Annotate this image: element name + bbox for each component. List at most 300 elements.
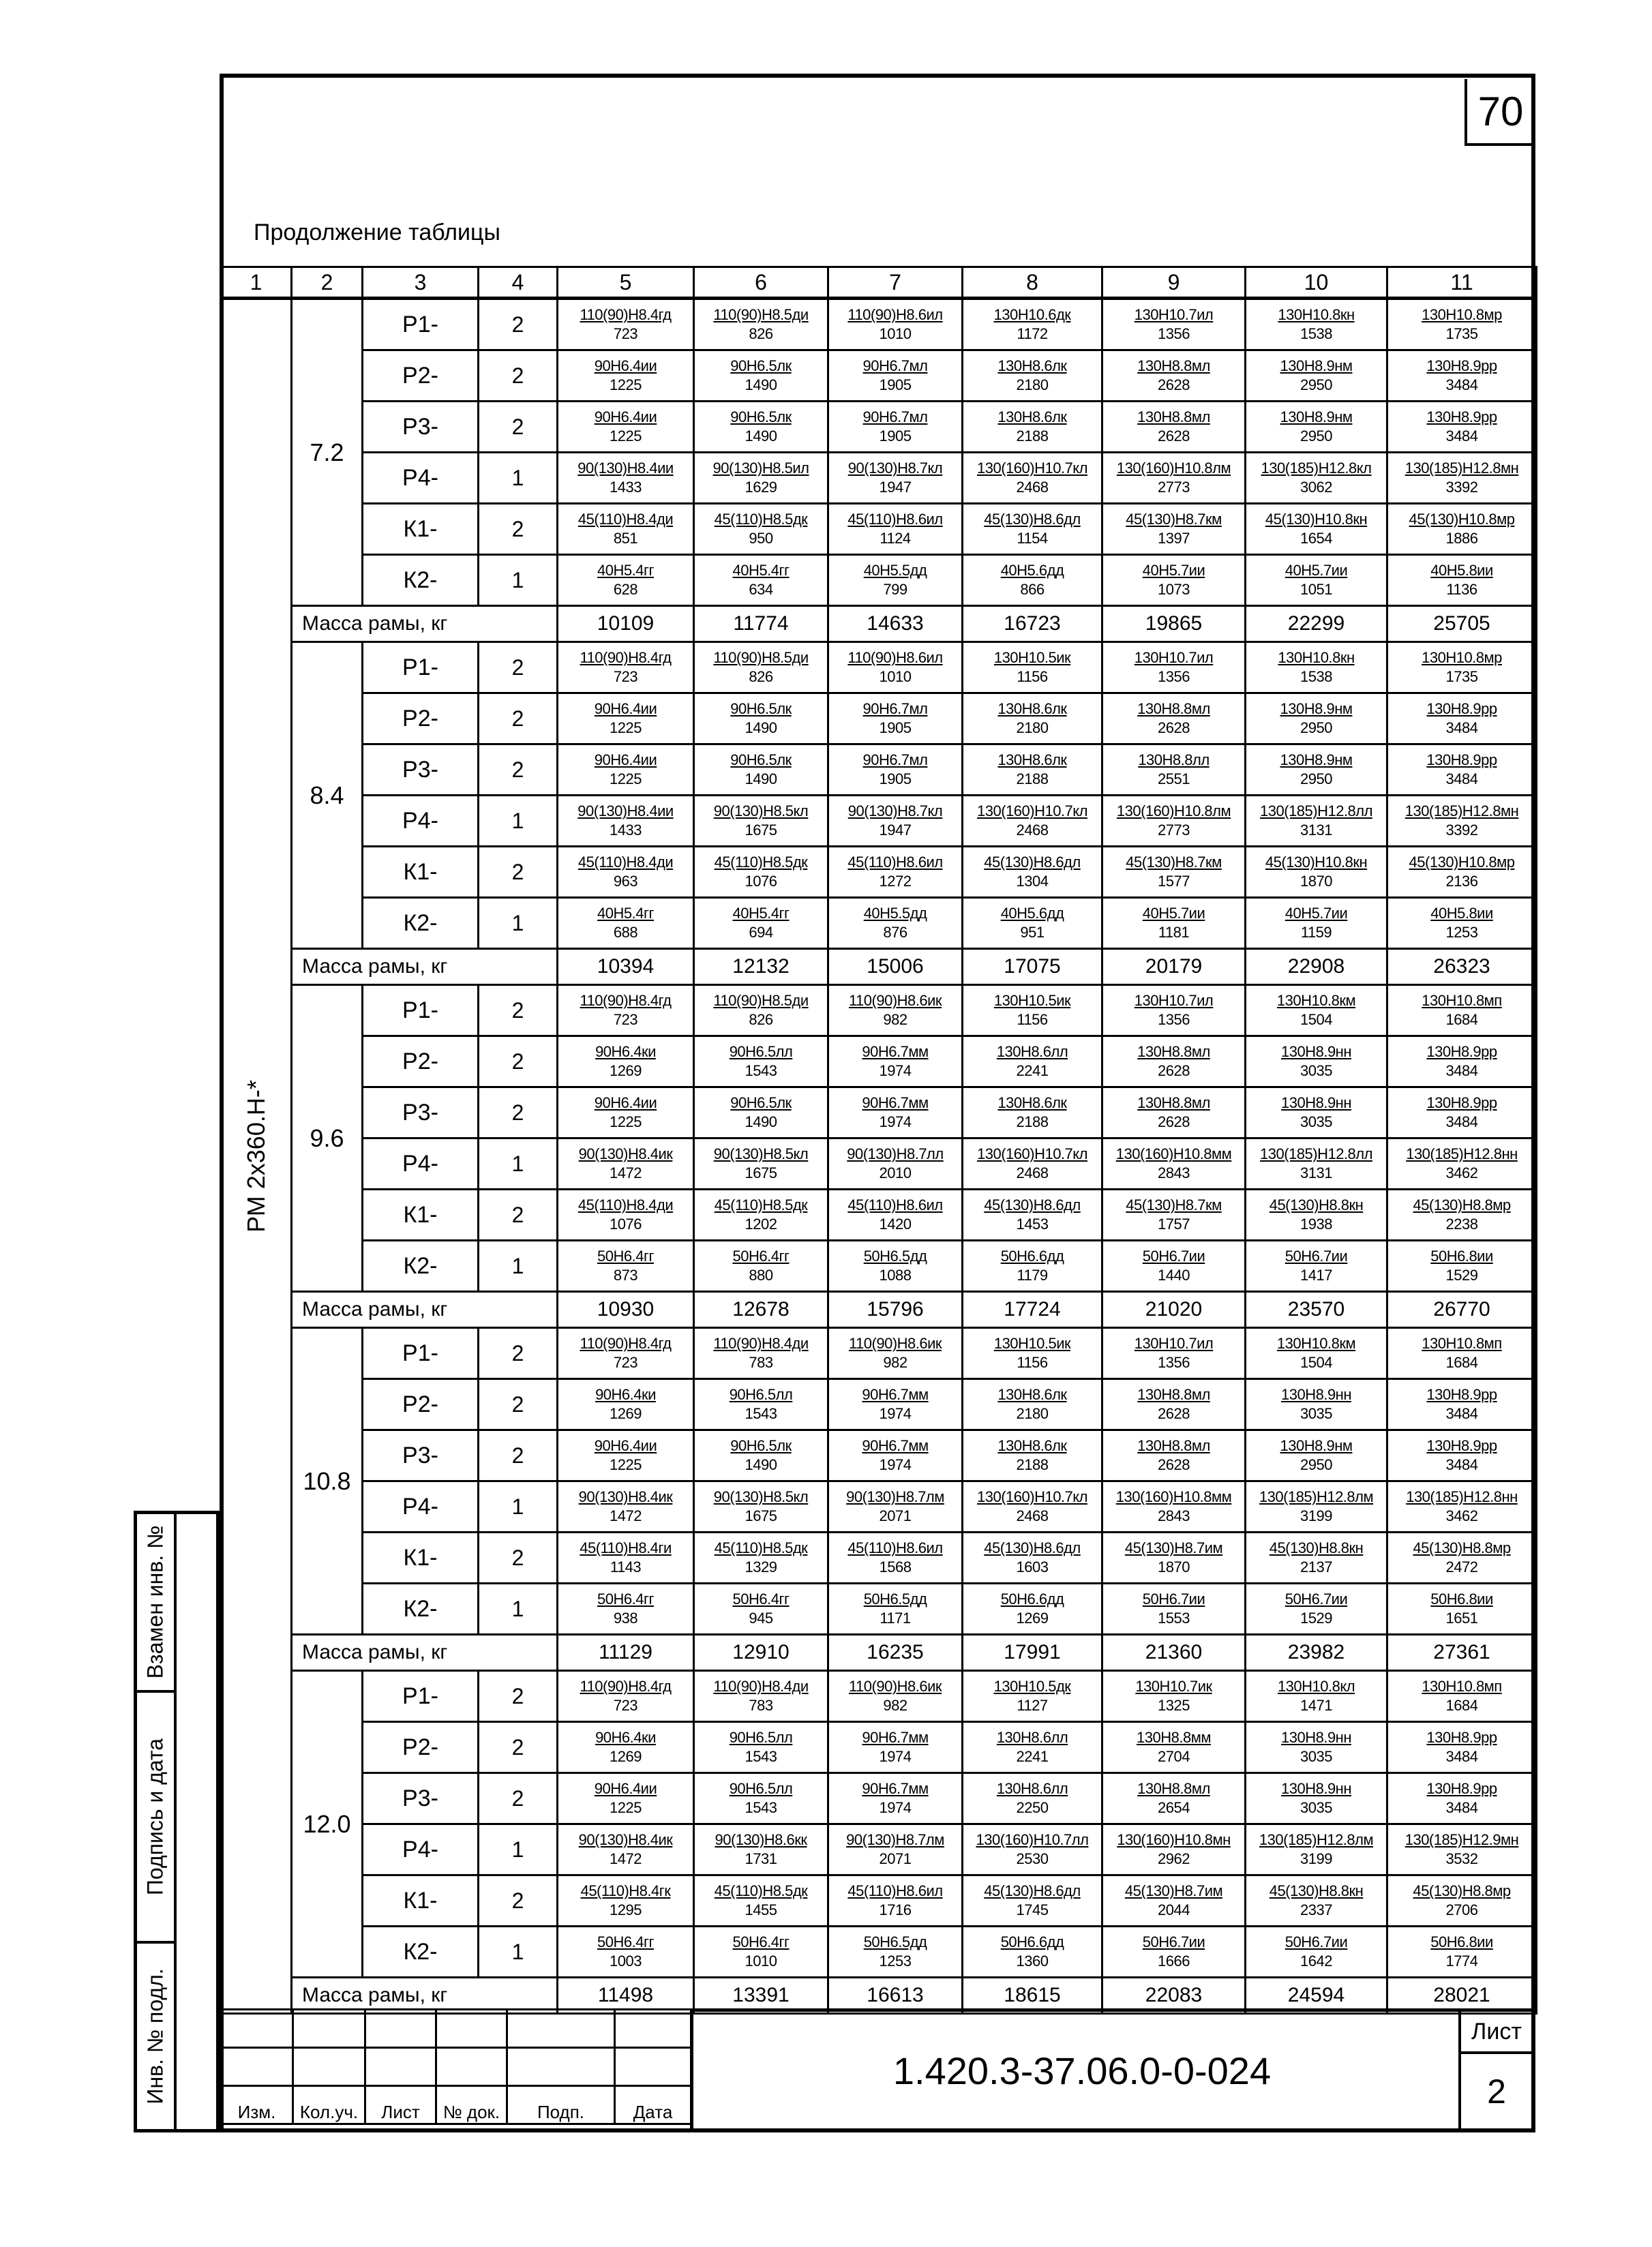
element-mark: 90Н6.5лл — [729, 1386, 793, 1403]
table-row — [221, 1481, 1537, 1533]
element-weight: 2706 — [1445, 1901, 1478, 1918]
element-mark: 45(110)Н8.6ил — [847, 854, 943, 871]
element-mark: 45(110)Н8.6ил — [847, 1882, 943, 1899]
stamp-col-list: Лист — [365, 2086, 436, 2124]
element-cell — [828, 1087, 963, 1138]
element-name: Р3- — [363, 1773, 479, 1824]
element-weight: 2628 — [1158, 376, 1190, 393]
element-mark: 90Н6.7мл — [862, 751, 928, 768]
element-weight: 982 — [883, 1011, 907, 1028]
element-weight: 3199 — [1300, 1850, 1332, 1867]
element-cell — [963, 898, 1102, 949]
table-row — [221, 1671, 1537, 1722]
element-cell — [828, 1927, 963, 1978]
element-cell — [1102, 1824, 1246, 1875]
mass-value: 13391 — [694, 1978, 828, 2014]
element-weight: 2628 — [1158, 719, 1190, 736]
element-mark: 90Н6.4ии — [594, 357, 657, 374]
element-weight: 2071 — [879, 1850, 912, 1867]
element-mark: 90(130)Н8.7лл — [847, 1145, 944, 1162]
element-mark: 45(110)Н8.4ги — [580, 1539, 672, 1556]
element-cell — [558, 1824, 694, 1875]
element-weight: 634 — [749, 581, 773, 598]
element-cell — [1387, 693, 1537, 744]
element-weight: 2180 — [1016, 376, 1049, 393]
element-mark: 90(130)Н8.7кл — [847, 802, 943, 819]
element-mark: 45(130)Н8.6дл — [984, 854, 1081, 871]
element-mark: 110(90)Н8.4гд — [580, 649, 672, 666]
element-mark: 50Н6.8ии — [1430, 1590, 1493, 1608]
element-weight: 1154 — [1017, 530, 1048, 547]
element-weight: 3462 — [1445, 1164, 1478, 1181]
element-weight: 1472 — [610, 1850, 642, 1867]
element-mark: 130(185)Н12.9мн — [1405, 1831, 1519, 1848]
element-weight: 1159 — [1300, 924, 1332, 941]
element-mark: 130Н8.9рр — [1426, 1437, 1497, 1454]
element-mark: 130Н10.8мп — [1422, 1335, 1502, 1352]
element-weight: 2628 — [1158, 1456, 1190, 1473]
element-cell — [963, 1773, 1102, 1824]
element-mark: 45(130)Н8.7км — [1126, 511, 1222, 528]
element-cell — [694, 1773, 828, 1824]
element-mark: 45(130)Н8.7им — [1124, 1539, 1223, 1556]
element-weight: 2250 — [1016, 1799, 1049, 1816]
element-mark: 130Н10.5ик — [993, 992, 1071, 1009]
element-cell — [694, 1138, 828, 1190]
table-row — [221, 898, 1537, 949]
element-weight: 1179 — [1017, 1267, 1048, 1284]
element-cell — [963, 555, 1102, 606]
element-cell — [1387, 847, 1537, 898]
element-name: Р2- — [363, 1036, 479, 1087]
element-weight: 1684 — [1445, 1697, 1478, 1714]
element-weight: 1269 — [610, 1748, 642, 1765]
side-signature: Подпись и дата — [137, 1693, 177, 1944]
element-cell — [1246, 985, 1387, 1036]
element-cell — [828, 1875, 963, 1927]
element-cell — [1246, 1379, 1387, 1430]
element-name: К2- — [363, 1927, 479, 1978]
element-cell — [694, 1379, 828, 1430]
element-mark: 45(130)Н10.8кн — [1265, 854, 1368, 871]
element-weight: 3484 — [1445, 1113, 1478, 1130]
element-cell — [558, 985, 694, 1036]
table-row — [221, 693, 1537, 744]
element-cell — [828, 693, 963, 744]
element-cell — [1102, 1875, 1246, 1927]
element-cell — [558, 1430, 694, 1481]
element-mark: 130Н8.9рр — [1426, 700, 1497, 717]
element-cell — [828, 1481, 963, 1533]
element-mark: 130Н8.9рр — [1426, 1043, 1497, 1060]
mass-value: 19865 — [1102, 606, 1246, 642]
element-weight: 1143 — [610, 1558, 642, 1575]
element-weight: 1225 — [610, 427, 642, 444]
element-mark: 45(130)Н8.8мр — [1413, 1882, 1511, 1899]
element-count: 1 — [479, 796, 558, 847]
element-weight: 799 — [883, 581, 907, 598]
table-row — [221, 1584, 1537, 1635]
element-weight: 2950 — [1300, 1456, 1332, 1473]
element-cell — [558, 1533, 694, 1584]
element-weight: 1472 — [610, 1507, 642, 1524]
mass-value: 11774 — [694, 606, 828, 642]
element-weight: 826 — [749, 1011, 773, 1028]
element-mark: 130Н10.8кн — [1278, 306, 1355, 323]
element-weight: 1225 — [610, 1456, 642, 1473]
element-cell — [694, 1927, 828, 1978]
element-cell — [558, 1875, 694, 1927]
element-mark: 130Н8.6лк — [997, 1386, 1067, 1403]
element-mark: 50Н6.4гг — [732, 1933, 790, 1950]
element-weight: 1051 — [1300, 581, 1332, 598]
element-cell — [1387, 796, 1537, 847]
element-mark: 130Н8.9рр — [1426, 408, 1497, 425]
mass-label: Масса рамы, кг — [292, 1292, 558, 1328]
element-mark: 130(185)Н12.8лм — [1259, 1488, 1374, 1505]
element-cell — [963, 1379, 1102, 1430]
element-cell — [558, 898, 694, 949]
element-weight: 876 — [883, 924, 907, 941]
element-count: 1 — [479, 453, 558, 504]
element-mark: 130(160)Н10.8лм — [1116, 802, 1231, 819]
header-cell: 9 — [1102, 267, 1246, 299]
element-weight: 2843 — [1158, 1164, 1190, 1181]
element-cell — [558, 642, 694, 693]
element-count: 2 — [479, 847, 558, 898]
element-mark: 50Н6.5дд — [863, 1590, 927, 1608]
element-weight: 1553 — [1158, 1610, 1190, 1627]
element-mark: 110(90)Н8.6ил — [847, 649, 943, 666]
element-cell — [1387, 1927, 1537, 1978]
element-cell — [963, 1190, 1102, 1241]
element-weight: 1397 — [1158, 530, 1190, 547]
element-name: К1- — [363, 847, 479, 898]
element-weight: 1304 — [1016, 873, 1049, 890]
stamp-col-date: Дата — [615, 2086, 691, 2124]
element-cell — [1387, 350, 1537, 402]
mass-value: 21020 — [1102, 1292, 1246, 1328]
element-mark: 50Н6.5дд — [863, 1933, 927, 1950]
element-weight: 2180 — [1016, 719, 1049, 736]
element-weight: 2950 — [1300, 376, 1332, 393]
element-count: 2 — [479, 1190, 558, 1241]
mass-value: 27361 — [1387, 1635, 1537, 1671]
element-cell — [963, 299, 1102, 350]
element-mark: 45(130)Н8.6дл — [984, 511, 1081, 528]
element-mark: 130Н8.9нм — [1280, 408, 1353, 425]
element-cell — [828, 402, 963, 453]
element-weight: 1974 — [879, 1062, 912, 1079]
element-mark: 130Н8.8мл — [1137, 1437, 1210, 1454]
element-mark: 50Н6.7ии — [1285, 1248, 1348, 1265]
element-cell — [1387, 1671, 1537, 1722]
element-cell — [1387, 1584, 1537, 1635]
element-weight: 1472 — [610, 1164, 642, 1181]
element-cell — [694, 1241, 828, 1292]
element-weight: 3035 — [1300, 1405, 1332, 1422]
element-weight: 2551 — [1158, 770, 1190, 787]
element-weight: 1905 — [879, 719, 912, 736]
element-cell — [1102, 1773, 1246, 1824]
element-weight: 1172 — [1017, 325, 1048, 342]
element-mark: 130(185)Н12.8нн — [1406, 1145, 1518, 1162]
table-row — [221, 1138, 1537, 1190]
element-mark: 90Н6.4ии — [594, 751, 657, 768]
element-weight: 2654 — [1158, 1799, 1190, 1816]
mass-value: 16235 — [828, 1635, 963, 1671]
element-mark: 50Н6.8ии — [1430, 1248, 1493, 1265]
element-mark: 90(130)Н8.5ил — [712, 459, 809, 477]
element-weight: 1974 — [879, 1748, 912, 1765]
element-cell — [1387, 1722, 1537, 1773]
element-cell — [1246, 1036, 1387, 1087]
element-cell — [828, 1328, 963, 1379]
element-weight: 950 — [749, 530, 773, 547]
element-cell — [1246, 1824, 1387, 1875]
mass-value: 10930 — [558, 1292, 694, 1328]
element-cell — [694, 1481, 828, 1533]
continuation-caption: Продолжение таблицы — [254, 220, 500, 245]
element-cell — [1246, 1875, 1387, 1927]
element-weight: 1325 — [1158, 1697, 1190, 1714]
element-count: 2 — [479, 1379, 558, 1430]
element-count: 2 — [479, 1430, 558, 1481]
element-name: К1- — [363, 1875, 479, 1927]
element-weight: 1870 — [1158, 1558, 1190, 1575]
element-mark: 45(110)Н8.5дк — [714, 854, 808, 871]
element-mark: 90Н6.4ии — [594, 1094, 657, 1111]
element-weight: 2137 — [1300, 1558, 1332, 1575]
header-cell: 2 — [292, 267, 363, 299]
element-weight: 3484 — [1445, 1456, 1478, 1473]
element-mark: 130Н8.8мл — [1137, 408, 1210, 425]
element-count: 2 — [479, 1533, 558, 1584]
element-weight: 3392 — [1445, 479, 1478, 496]
element-weight: 1010 — [745, 1952, 777, 1970]
element-mark: 45(110)Н8.4ди — [577, 854, 674, 871]
element-weight: 3131 — [1300, 821, 1332, 839]
element-weight: 2628 — [1158, 427, 1190, 444]
element-weight: 1731 — [745, 1850, 777, 1867]
element-mark: 50Н6.5дд — [863, 1248, 927, 1265]
element-weight: 1171 — [880, 1610, 911, 1627]
element-weight: 1433 — [610, 479, 642, 496]
element-mark: 130Н8.6лк — [997, 408, 1067, 425]
element-weight: 3484 — [1445, 1405, 1478, 1422]
element-weight: 1675 — [745, 821, 777, 839]
element-mark: 40Н5.6дд — [1000, 905, 1064, 922]
element-mark: 90Н6.4ии — [594, 700, 657, 717]
element-mark: 130(160)Н10.7кл — [977, 1145, 1087, 1162]
element-mark: 40Н5.4гг — [732, 905, 790, 922]
element-cell — [1102, 847, 1246, 898]
element-cell — [1246, 1533, 1387, 1584]
element-mark: 45(130)Н10.8мр — [1409, 511, 1515, 528]
element-mark: 130Н8.6лк — [997, 700, 1067, 717]
element-weight: 2950 — [1300, 770, 1332, 787]
element-cell — [558, 504, 694, 555]
element-weight: 1356 — [1158, 325, 1190, 342]
sheet-number: 2 — [1487, 2072, 1506, 2111]
stamp-col-podp: Подп. — [507, 2086, 615, 2124]
element-cell — [963, 402, 1102, 453]
element-name: К1- — [363, 1533, 479, 1584]
element-weight: 1603 — [1016, 1558, 1049, 1575]
stamp-col-izm: Изм. — [221, 2086, 293, 2124]
element-cell — [694, 299, 828, 350]
element-cell — [1246, 453, 1387, 504]
table-row — [221, 1036, 1537, 1087]
sheet-box — [1458, 2012, 1532, 2129]
table-row — [221, 642, 1537, 693]
element-cell — [1387, 898, 1537, 949]
mass-value: 11498 — [558, 1978, 694, 2014]
mass-row — [221, 1292, 1537, 1328]
element-cell — [828, 299, 963, 350]
element-weight: 783 — [749, 1354, 773, 1371]
element-mark: 90Н6.4ки — [595, 1043, 656, 1060]
element-weight: 1543 — [745, 1405, 777, 1422]
element-mark: 130Н10.7ик — [1135, 1678, 1212, 1695]
element-name: К2- — [363, 555, 479, 606]
element-count: 2 — [479, 744, 558, 796]
element-cell — [1387, 1036, 1537, 1087]
table-row — [221, 744, 1537, 796]
element-cell — [828, 1138, 963, 1190]
element-mark: 90(130)Н8.7лм — [846, 1831, 944, 1848]
element-mark: 50Н6.4гг — [732, 1590, 790, 1608]
element-cell — [1246, 642, 1387, 693]
element-cell — [558, 1138, 694, 1190]
element-mark: 130Н8.9рр — [1426, 751, 1497, 768]
element-mark: 130Н8.9рр — [1426, 1094, 1497, 1111]
element-mark: 90(130)Н8.5кл — [713, 802, 809, 819]
element-weight: 1947 — [879, 821, 912, 839]
element-weight: 3035 — [1300, 1799, 1332, 1816]
element-weight: 1453 — [1016, 1216, 1049, 1233]
header-cell: 10 — [1246, 267, 1387, 299]
element-weight: 3131 — [1300, 1164, 1332, 1181]
element-cell — [1387, 402, 1537, 453]
element-cell — [963, 453, 1102, 504]
mass-value: 25705 — [1387, 606, 1537, 642]
element-weight: 1870 — [1300, 873, 1332, 890]
element-cell — [1102, 299, 1246, 350]
mass-label: Масса рамы, кг — [292, 1978, 558, 2014]
element-mark: 130Н8.8мл — [1137, 1094, 1210, 1111]
element-mark: 90(130)Н8.4ик — [578, 1145, 673, 1162]
element-cell — [1102, 1190, 1246, 1241]
element-weight: 1629 — [745, 479, 777, 496]
header-cell: 6 — [694, 267, 828, 299]
element-mark: 45(130)Н8.8кн — [1269, 1539, 1364, 1556]
element-cell — [963, 1138, 1102, 1190]
element-weight: 3484 — [1445, 1062, 1478, 1079]
element-weight: 2241 — [1016, 1748, 1049, 1765]
document-code: 1.420.3-37.06.0-0-024 — [892, 2049, 1272, 2092]
element-name: Р3- — [363, 1087, 479, 1138]
element-weight: 2468 — [1016, 1507, 1049, 1524]
element-weight: 1538 — [1300, 325, 1332, 342]
element-mark: 110(90)Н8.4гд — [580, 992, 672, 1009]
element-cell — [558, 402, 694, 453]
element-mark: 45(130)Н8.8мр — [1413, 1539, 1511, 1556]
element-weight: 1156 — [1017, 1354, 1048, 1371]
element-mark: 130Н8.9нн — [1281, 1094, 1351, 1111]
element-mark: 130Н8.9рр — [1426, 1386, 1497, 1403]
element-mark: 130Н8.6лк — [997, 751, 1067, 768]
element-name: Р3- — [363, 744, 479, 796]
mass-value: 17724 — [963, 1292, 1102, 1328]
element-cell — [1387, 1379, 1537, 1430]
element-mark: 130(185)Н12.8мн — [1405, 802, 1519, 819]
element-weight: 2337 — [1300, 1901, 1332, 1918]
element-mark: 45(110)Н8.6ил — [847, 511, 943, 528]
element-cell — [558, 1087, 694, 1138]
table-row — [221, 1927, 1537, 1978]
element-mark: 40Н5.5дд — [863, 905, 927, 922]
element-cell — [828, 847, 963, 898]
spec-table — [220, 266, 1537, 2015]
element-name: Р1- — [363, 1671, 479, 1722]
element-count: 2 — [479, 985, 558, 1036]
element-weight: 1947 — [879, 479, 912, 496]
element-cell — [828, 642, 963, 693]
element-cell — [828, 796, 963, 847]
element-mark: 90Н6.5лк — [730, 1094, 792, 1111]
element-cell — [694, 504, 828, 555]
element-mark: 130Н10.8мп — [1422, 1678, 1502, 1695]
element-weight: 1417 — [1300, 1267, 1332, 1284]
element-mark: 110(90)Н8.4ди — [713, 1335, 809, 1352]
element-name: К2- — [363, 1584, 479, 1635]
element-mark: 40Н5.6дд — [1000, 562, 1064, 579]
element-mark: 50Н6.7ии — [1142, 1248, 1205, 1265]
element-mark: 90(130)Н8.5кл — [713, 1488, 809, 1505]
element-weight: 2468 — [1016, 1164, 1049, 1181]
mass-value: 14633 — [828, 606, 963, 642]
element-cell — [694, 693, 828, 744]
element-mark: 110(90)Н8.4гд — [580, 1335, 672, 1352]
element-mark: 130Н10.7ил — [1134, 992, 1214, 1009]
element-cell — [963, 642, 1102, 693]
element-weight: 1577 — [1158, 873, 1190, 890]
element-count: 1 — [479, 1584, 558, 1635]
element-mark: 45(130)Н8.6дл — [984, 1196, 1081, 1213]
element-weight: 628 — [613, 581, 638, 598]
element-mark: 50Н6.7ии — [1142, 1590, 1205, 1608]
element-mark: 130Н10.8мп — [1422, 992, 1502, 1009]
element-weight: 1490 — [745, 427, 777, 444]
element-mark: 130(185)Н12.8мн — [1405, 459, 1519, 477]
table-row — [221, 1241, 1537, 1292]
element-mark: 40Н5.8ии — [1430, 562, 1493, 579]
element-cell — [558, 744, 694, 796]
mass-value: 20179 — [1102, 949, 1246, 985]
element-mark: 130Н8.9рр — [1426, 1780, 1497, 1797]
table-row — [221, 1773, 1537, 1824]
element-mark: 45(130)Н8.6дл — [984, 1539, 1081, 1556]
element-weight: 1529 — [1445, 1267, 1478, 1284]
element-count: 1 — [479, 555, 558, 606]
element-mark: 130Н8.8мл — [1137, 357, 1210, 374]
element-mark: 130Н8.8мл — [1137, 1043, 1210, 1060]
element-cell — [1102, 1584, 1246, 1635]
element-name: Р1- — [363, 642, 479, 693]
element-cell — [694, 898, 828, 949]
element-cell — [1387, 299, 1537, 350]
